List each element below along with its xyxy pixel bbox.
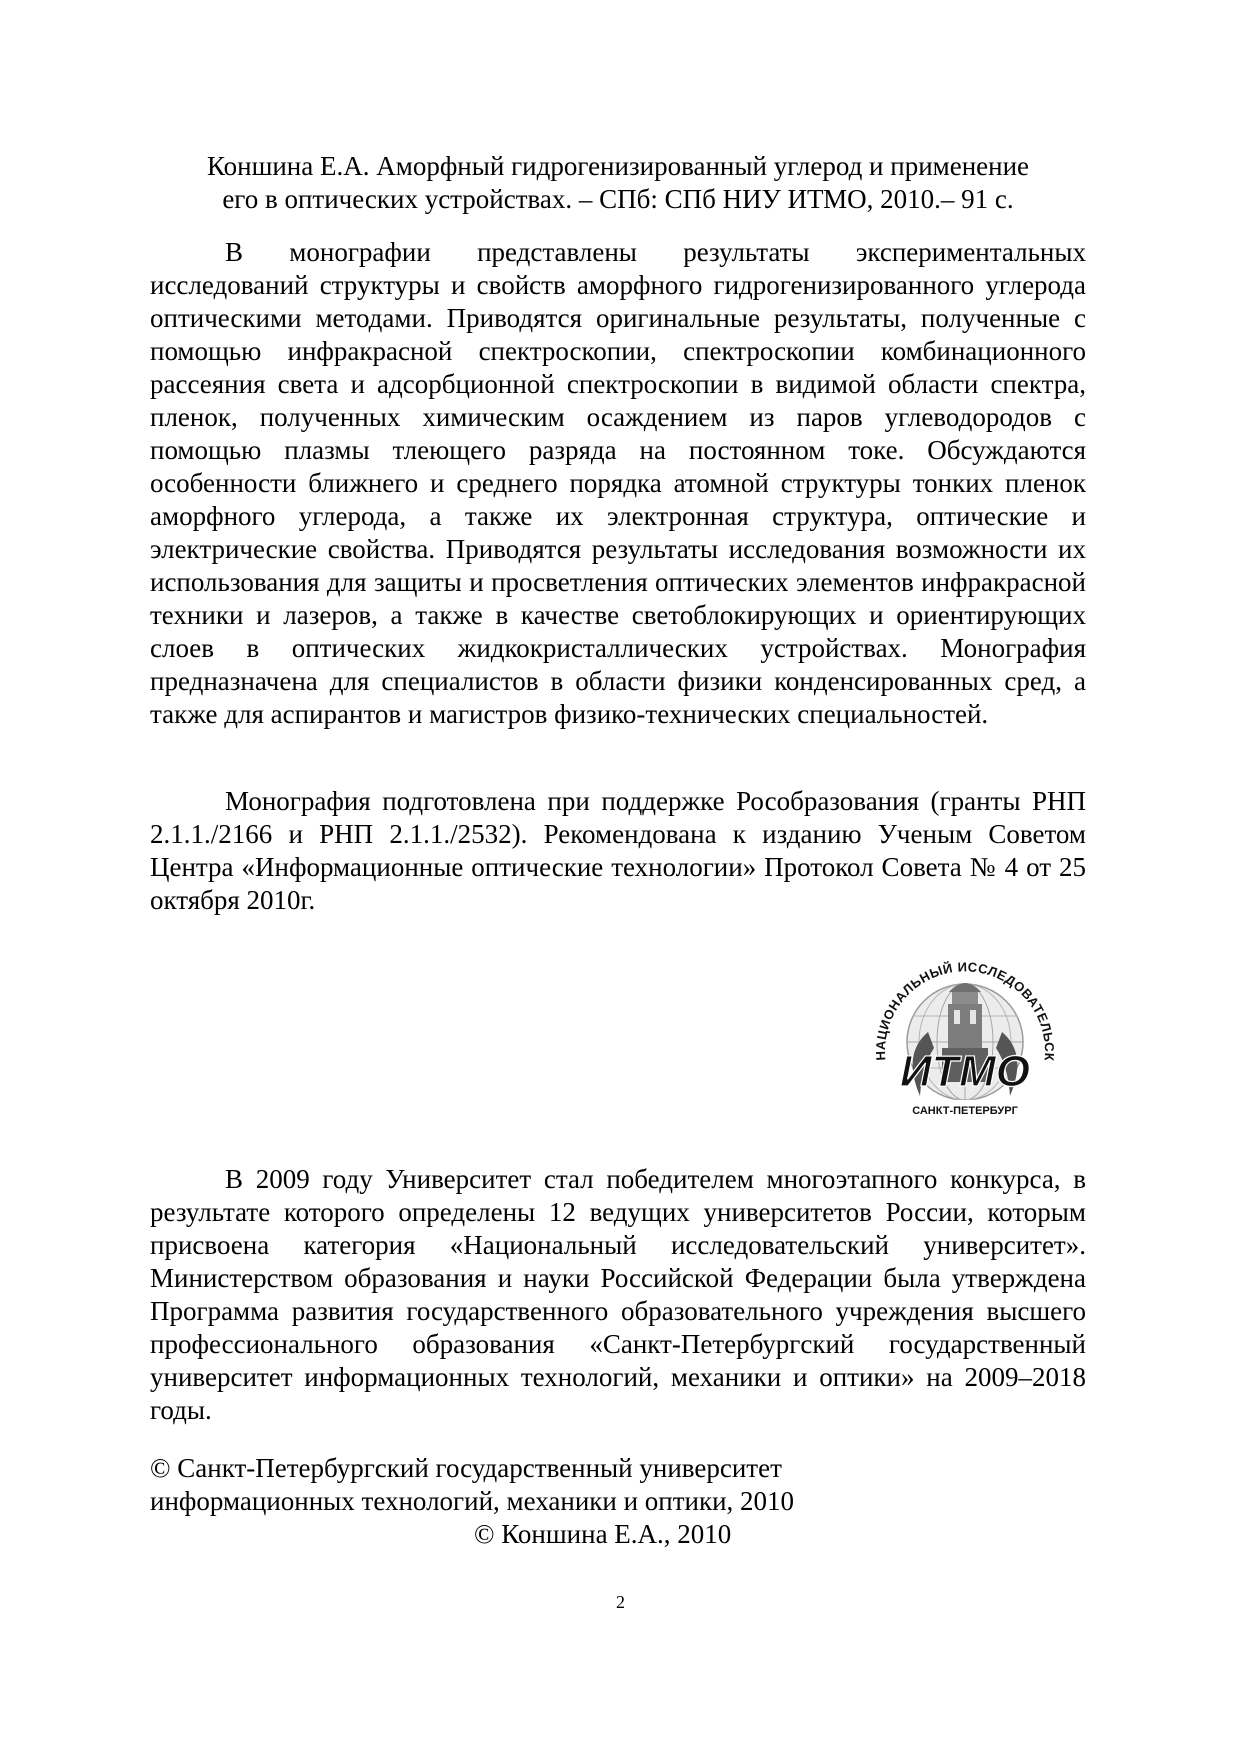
logo-main-text: ИТМО	[900, 1047, 1030, 1096]
page-number: 2	[616, 1592, 625, 1612]
abstract-paragraph: В монографии представлены результаты экспериментальных исследований структуры и свойств аморфного гидрогенизированного углерода оптическими методами. Приводятся оригинальные результаты, полученные с помощью инфракрасной спектроскопии, спектроскопии комбинационного рассеяния света и адсорбционной спектроскопии в видимой области спектра, пленок, полученных химическим осаждением из паров углеводородов с помощью плазмы тлеющего разряда на постоянном токе. Обсуждаются особенности ближнего и среднего порядка атомной структуры тонких пленок аморфного углерода, а также их электронная структура, оптические и электрические свойства. Приводятся результаты исследования возможности их использования для защиты и просветления оптических элементов инфракрасной техники и лазеров, а также в качестве светоблокирующих и ориентирующих слоев в оптических жидкокристаллических устройствах. Монография предназначена для специалистов в области физики конденсированных сред, а также для аспирантов и магистров физико-технических специальностей.	[150, 237, 1086, 729]
nru-paragraph: В 2009 году Университет стал победителем многоэтапного конкурса, в результате которого определены 12 ведущих университетов России, которым присвоена категория «Национальный исследовательский университет». Министерством образования и науки Российской Федерации была утверждена Программа развития государственного образовательного учреждения высшего профессионального образования «Санкт-Петербургский государственный университет информационных технологий, механики и оптики» на 2009–2018 годы.	[150, 1164, 1086, 1425]
logo-arc-text: НАЦИОНАЛЬНЫЙ ИССЛЕДОВАТЕЛЬСК	[872, 959, 1058, 1062]
itmo-emblem-icon	[858, 936, 1070, 1128]
logo-bottom-text: САНКТ-ПЕТЕРБУРГ	[912, 1105, 1018, 1117]
copyright-block	[150, 1452, 1086, 1551]
bibliographic-citation	[150, 150, 1086, 216]
itmo-logo	[858, 936, 1070, 1128]
copyright-line-1: © Санкт-Петербургский государственный университет	[150, 1453, 782, 1483]
citation-line-1: Коншина Е.А. Аморфный гидрогенизированный углерод и применение	[206, 151, 1030, 181]
copyright-line-2: информационных технологий, механики и оптики, 2010	[150, 1486, 795, 1516]
copyright-author-line: © Коншина Е.А., 2010	[474, 1519, 732, 1549]
support-paragraph: Монография подготовлена при поддержке Рособразования (гранты РНП 2.1.1./2166 и РНП 2.1.1./2532). Рекомендована к изданию Ученым Советом Центра «Информационные оптические технологии» Протокол Совета № 4 от 25 октября 2010г.	[150, 786, 1086, 915]
citation-line-2: его в оптических устройствах. – СПб: СПб НИУ ИТМО, 2010.– 91 с.	[222, 184, 1014, 214]
